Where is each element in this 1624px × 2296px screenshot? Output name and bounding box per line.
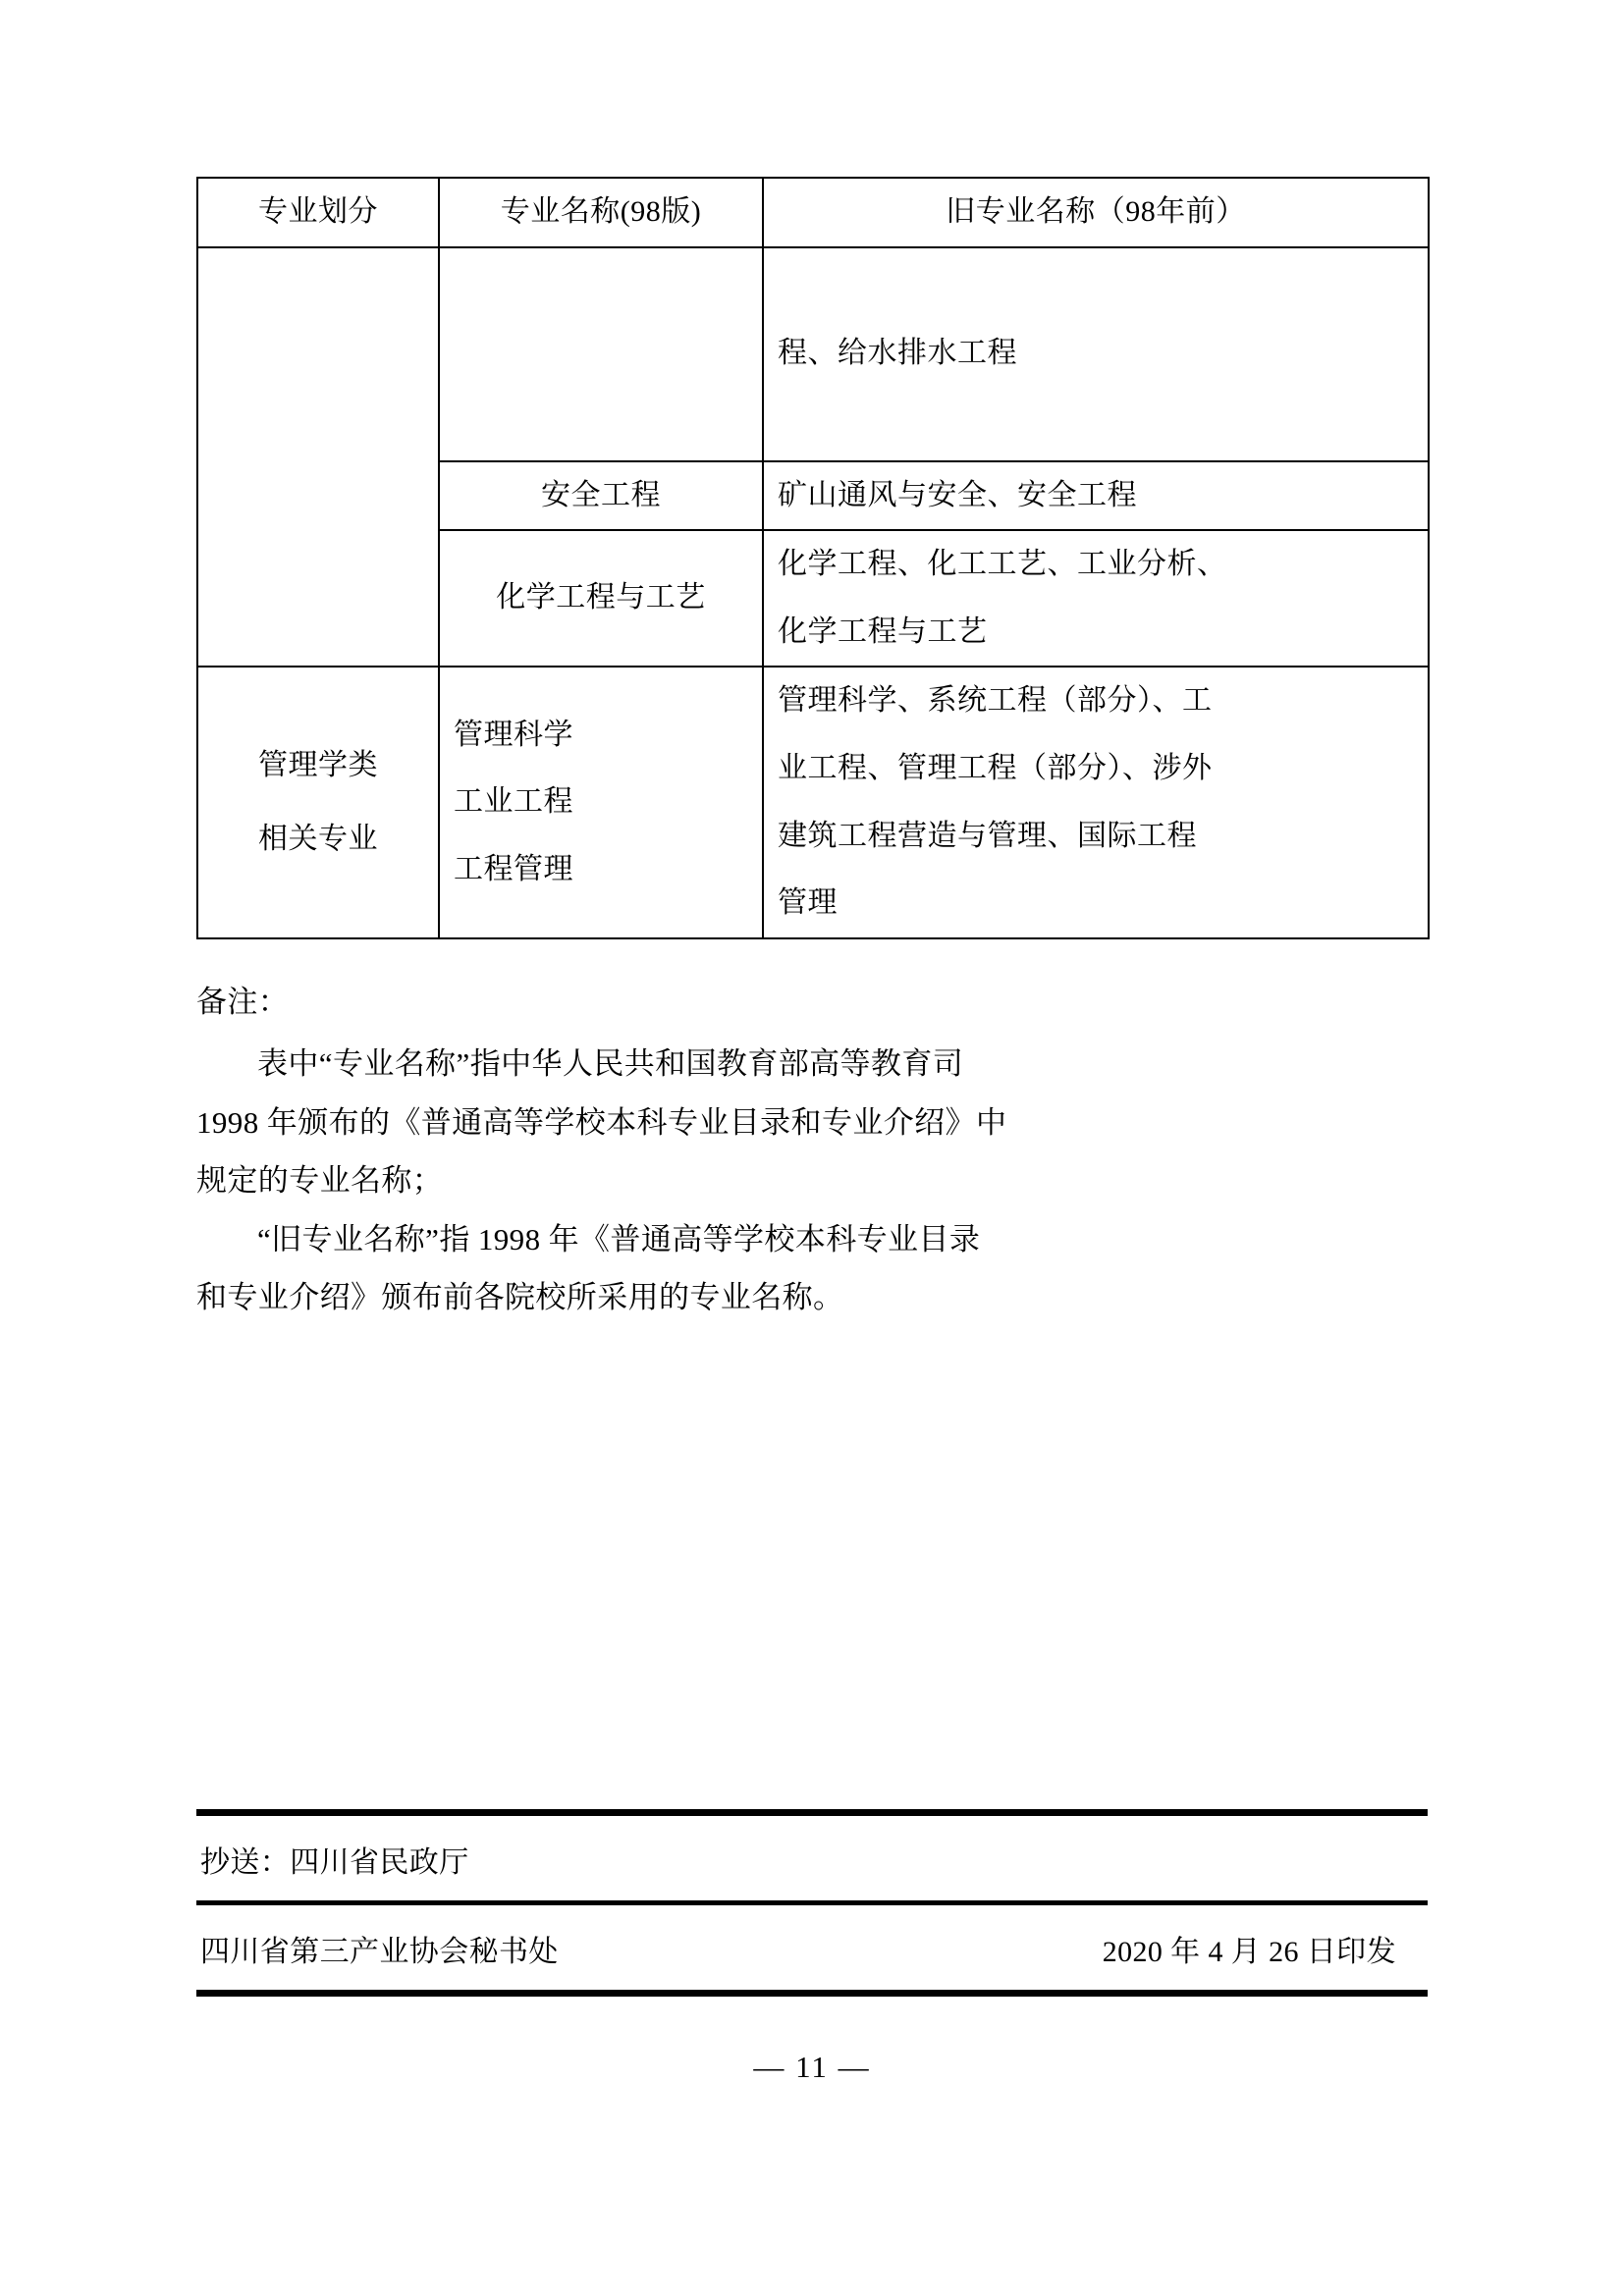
footer-issuer-row [196,1905,1428,1990]
cell-text-block: 管理科学 工业工程 工程管理 [454,718,573,885]
cell-name98-chemical: 化学工程与工艺 [439,530,763,667]
page-content [196,177,1428,1327]
notes-paragraph-1-line-3: 规定的专业名称； [196,1163,444,1199]
cell-name98-safety: 安全工程 [439,461,763,531]
header-cell-name-98: 专业名称(98版) [439,178,763,247]
header-cell-name-old: 旧专业名称（98年前） [763,178,1429,247]
notes-paragraph-1-line-1: 表中“专业名称”指中华人民共和国教育部高等教育司 [257,1046,964,1082]
footer-issuer-text: 四川省第三产业协会秘书处 [200,1936,559,1968]
footer-cc-text: 抄送：四川省民政厅 [200,1846,469,1879]
cell-division-empty [197,247,439,667]
notes-paragraph-2-line-2: 和专业介绍》颁布前各院校所采用的专业名称。 [196,1280,844,1315]
cell-name98-empty [439,247,763,461]
table-row [197,667,1429,937]
notes-section [196,973,1428,1327]
table-header-row [197,178,1429,247]
cell-old-continuation [763,247,1429,461]
footer-print-date: 2020 年 4 月 26 日印发 [1102,1936,1396,1968]
cell-text-block: 管理科学、系统工程（部分）、工 业工程、管理工程（部分）、涉外 建筑工程营造与管理、国际工程 管理 [778,684,1213,920]
footer-rule-top [196,1809,1428,1816]
notes-paragraph-2-line-1: “旧专业名称”指 1998 年《普通高等学校本科专业目录 [257,1221,981,1256]
footer-rule-bottom [196,1990,1428,1997]
table-row [197,247,1429,461]
cell-text-block: 程、给水排水工程 [778,337,1017,370]
cell-old-management [763,667,1429,937]
document-footer [196,1809,1428,1997]
notes-label: 备注： [196,984,290,1019]
cell-old-safety [763,461,1429,531]
cell-division-management [197,667,439,937]
major-mapping-table [196,177,1430,939]
cell-text-block: 化学工程、化工工艺、工业分析、 化学工程与工艺 [778,548,1227,648]
cell-text-block: 矿山通风与安全、安全工程 [778,478,1137,511]
page-number: — 11 — [753,2050,871,2084]
footer-cc-row [196,1816,1428,1900]
notes-paragraph-1-line-2: 1998 年颁布的《普通高等学校本科专业目录和专业介绍》中 [196,1104,1007,1140]
header-cell-division: 专业划分 [197,178,439,247]
cell-text-block: 管理学类 相关专业 [258,748,378,855]
cell-name98-management [439,667,763,937]
cell-old-chemical [763,530,1429,667]
